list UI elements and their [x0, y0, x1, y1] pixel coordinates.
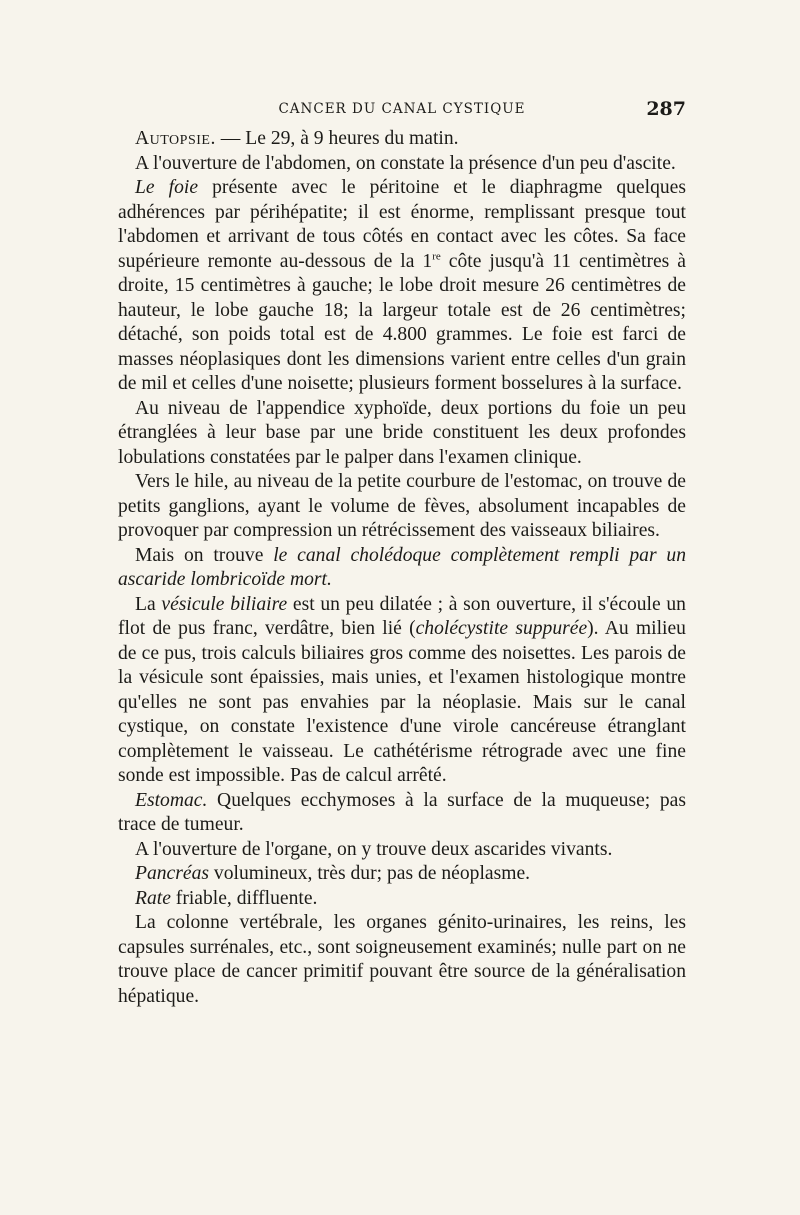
term-rate: Rate	[135, 887, 171, 909]
paragraph-text: ). Au milieu de ce pus, trois calculs biliaires gros comme des noisettes. Les parois de la vésicule sont épaissies, mais unies, et l'examen histologique montre qu'elles ne sont pas envahies par la néoplasie. Mais sur le canal cystique, on constate l'existence d'une virole cancéreuse étranglant complètement le vaisseau. Le cathétérisme rétrograde avec une fine sonde est impossible. Pas de calcul arrêté.	[118, 618, 686, 786]
term-vesicule-biliaire: vésicule biliaire	[161, 593, 288, 615]
paragraph-text: — Le 29, à 9 heures du matin.	[215, 128, 459, 149]
paragraph-choledoque	[118, 544, 686, 593]
superscript-re: re	[432, 249, 441, 262]
paragraph-text: Au niveau de l'appendice xyphoïde, deux portions du foie un peu étranglées à leur base par une bride constituent les deux profondes lobulations constatées par le palper dans l'examen clinique.	[118, 397, 686, 468]
paragraph-text: présente avec le péritoine et le diaphragme quelques adhérences par périhépatite; il est énorme, remplissant presque tout l'abdomen et arrivant de tous côtés en contact avec les côtes. Sa face supérieure remonte au-dessous de la 1	[118, 177, 686, 272]
running-title: CANCER DU CANAL CYSTIQUE	[278, 101, 526, 117]
term-le-foie: Le foie	[135, 177, 199, 198]
paragraph-ascite	[118, 152, 686, 177]
paragraph-text: Quelques ecchymoses à la surface de la muqueuse; pas trace de tumeur.	[118, 789, 686, 835]
paragraph-text: Vers le hile, au niveau de la petite courbure de l'estomac, on trouve de petits ganglions, ayant le volume de fèves, absolument incapables de provoquer par compression un rétrécissement des vaisseaux biliaires.	[118, 471, 686, 541]
paragraph-text: volumineux, très dur; pas de néoplasme.	[209, 863, 531, 884]
paragraph-text: est un peu dilatée ; à son ouverture, il s'écoule un flot de pus franc, verdâtre, bien lié (	[118, 593, 686, 639]
paragraph-text: friable, diffluente.	[170, 887, 318, 909]
paragraph-ascarides	[118, 838, 686, 863]
paragraph-text: La	[135, 593, 162, 615]
paragraph-rate	[118, 887, 686, 912]
paragraph-vesicule	[118, 593, 686, 789]
paragraph-text: La colonne vertébrale, les organes génito-urinaires, les reins, les capsules surrénales, etc., sont soigneusement examinés; nulle part on ne trouve place de cancer primitif pouvant être source de la généralisation hépatique.	[118, 912, 686, 1007]
paragraph-text: Mais on trouve	[135, 544, 274, 566]
paragraph-hile	[118, 470, 686, 544]
paragraph-colonne	[118, 911, 686, 1009]
term-pancreas: Pancréas	[135, 863, 210, 884]
section-label-autopsie: Autopsie.	[135, 128, 216, 149]
paragraph-appendice	[118, 397, 686, 471]
page-header	[118, 98, 686, 124]
paragraph-text: A l'ouverture de l'organe, on y trouve deux ascarides vivants.	[135, 838, 613, 860]
paragraph-autopsie	[118, 127, 686, 152]
page-body	[118, 127, 686, 1009]
term-cholecystite: cholécystite suppurée	[415, 618, 588, 639]
paragraph-estomac	[118, 789, 686, 838]
paragraph-pancreas	[118, 862, 686, 887]
paragraph-foie	[118, 176, 686, 397]
paragraph-text: côte jusqu'à 11 centimètres à droite, 15 centimètres à gauche; le lobe droit mesure 26 centimètres de hauteur, le lobe gauche 18; la largeur totale est de 26 centimètres; détaché, son poids total est de 4.800 grammes. Le foie est farci de masses néoplasiques dont les dimensions varient entre celles d'un grain de mil et celles d'une noisette; plusieurs forment bosselures à la surface.	[118, 250, 686, 394]
emphasis-canal-choledoque: le canal cholédoque complètement rempli par un ascaride lombricoïde mort.	[118, 544, 686, 590]
page-number: 287	[646, 98, 686, 120]
term-estomac: Estomac.	[135, 789, 208, 811]
paragraph-text: A l'ouverture de l'abdomen, on constate la présence d'un peu d'ascite.	[135, 152, 676, 174]
